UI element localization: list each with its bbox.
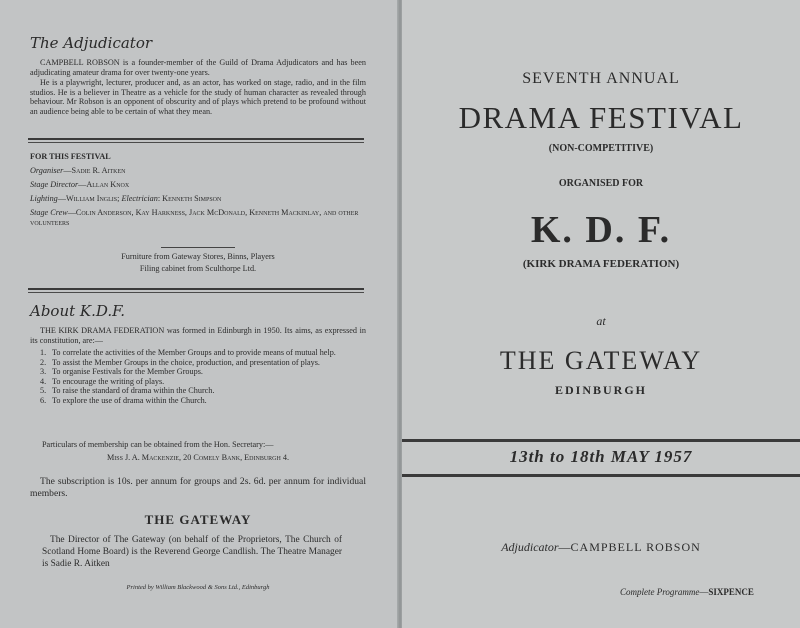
right-page [402,0,800,628]
credit-label: Stage Crew [30,208,68,217]
adjudicator-para-2: He is a playwright, lecturer, producer and, as an actor, has worked on stage, radio, and in the film studios. He is a believer in Theatre as a vehicle for the study of human character as revealed through behaviour. Mr Robson is an opponent of obscurity and of plays which pretend to be profound without an audience being able to be certain of what they mean. [30,78,366,116]
gateway-text: The Director of The Gateway (on behalf of the Proprietors, The Church of Scotland Home Board) is the Reverend George Candlish. The Theatre Manager is Sadie R. Aitken [42,535,342,569]
festival-subtitle: (NON-COMPETITIVE) [548,143,654,154]
credit-value: William Inglis; [65,194,120,203]
programme-price: Complete Programme—SIXPENCE [620,587,754,597]
credit-value: Sadie R. Aitken [71,166,126,175]
kdf-full-name: (KIRK DRAMA FEDERATION) [522,258,680,270]
kdf-heading: About K.D.F. [30,302,125,320]
list-item: 3. To organise Festivals for the Member Groups. [40,367,203,377]
credit-lighting: Lighting—William Inglis; Electrician: Kenneth Simpson [30,194,222,203]
adjudicator-name: CAMPBELL ROBSON [570,540,701,554]
furniture-credit: Furniture from Gateway Stores, Binns, Players [121,252,275,261]
divider [28,288,364,290]
credit-label: Stage Director [30,180,79,189]
at-label: at [596,314,606,328]
credit-stage-director: Stage Director—Allan Knox [30,180,130,189]
left-page [0,0,398,628]
list-item: 5. To raise the standard of drama within the Church. [40,386,215,396]
subscription-note: The subscription is 10s. per annum for groups and 2s. 6d. per annum for individual members. [30,476,366,499]
gateway-heading: THE GATEWAY [144,512,252,527]
credit-value: Allan Knox [86,180,130,189]
membership-note: Particulars of membership can be obtained from the Hon. Secretary:— [42,440,274,449]
credit-label: Lighting [30,194,58,203]
adjudicator-para-1: CAMPBELL ROBSON is a founder-member of the Guild of Drama Adjudicators and has been adjudicating amateur drama for over twenty-one years. [30,58,366,77]
adjudicator-heading: The Adjudicator [30,34,153,52]
secretary-address: Miss J. A. Mackenzie, 20 Comely Bank, Edinburgh 4. [106,453,290,462]
programme-label: Complete Programme [620,587,700,597]
organised-for: ORGANISED FOR [558,178,644,189]
kdf-title: K. D. F. [530,209,672,251]
date-rule-bottom [402,474,800,477]
divider [28,292,364,293]
list-item: 6. To explore the use of drama within the Church. [40,395,207,405]
credit-organiser: Organiser—Sadie R. Aitken [30,166,126,175]
list-item: 1. To correlate the activities of the Member Groups and to provide means of mutual help. [40,348,336,357]
edition-label: SEVENTH ANNUAL [522,70,680,87]
divider [28,142,364,143]
credit-value: Kenneth Simpson [162,194,222,203]
venue-name: THE GATEWAY [499,346,703,375]
venue-city: EDINBURGH [554,383,647,397]
date-rule-top [402,439,800,442]
festival-heading: FOR THIS FESTIVAL [30,152,111,161]
adjudicator-line: Adjudicator—CAMPBELL ROBSON [501,540,701,554]
credit-value: Colin Anderson, Kay Harkness, Jack McDonald, Kenneth Mackinlay, and other volunteers [30,208,359,227]
adjudicator-label: Adjudicator [501,540,559,554]
printer-credit: Printed by William Blackwood & Sons Ltd., Edinburgh [126,584,270,591]
list-item: 4. To encourage the writing of plays. [40,376,165,386]
credit-label: Electrician [121,194,158,203]
festival-dates: 13th to 18th MAY 1957 [509,447,693,466]
aims-list [30,348,366,406]
kdf-intro: THE KIRK DRAMA FEDERATION was formed in Edinburgh in 1950. Its aims, as expressed in its constitution, are:— [30,326,366,345]
credit-label: Organiser [30,166,64,175]
price: SIXPENCE [708,587,754,597]
credit-stage-crew: Stage Crew—Colin Anderson, Kay Harkness, Jack McDonald, Kenneth Mackinlay, and other volunteers [30,208,359,227]
festival-title: DRAMA FESTIVAL [458,100,744,135]
list-item: 2. To assist the Member Groups in the choice, production, and presentation of plays. [40,357,320,367]
divider [28,138,364,140]
filing-credit: Filing cabinet from Sculthorpe Ltd. [139,264,257,273]
